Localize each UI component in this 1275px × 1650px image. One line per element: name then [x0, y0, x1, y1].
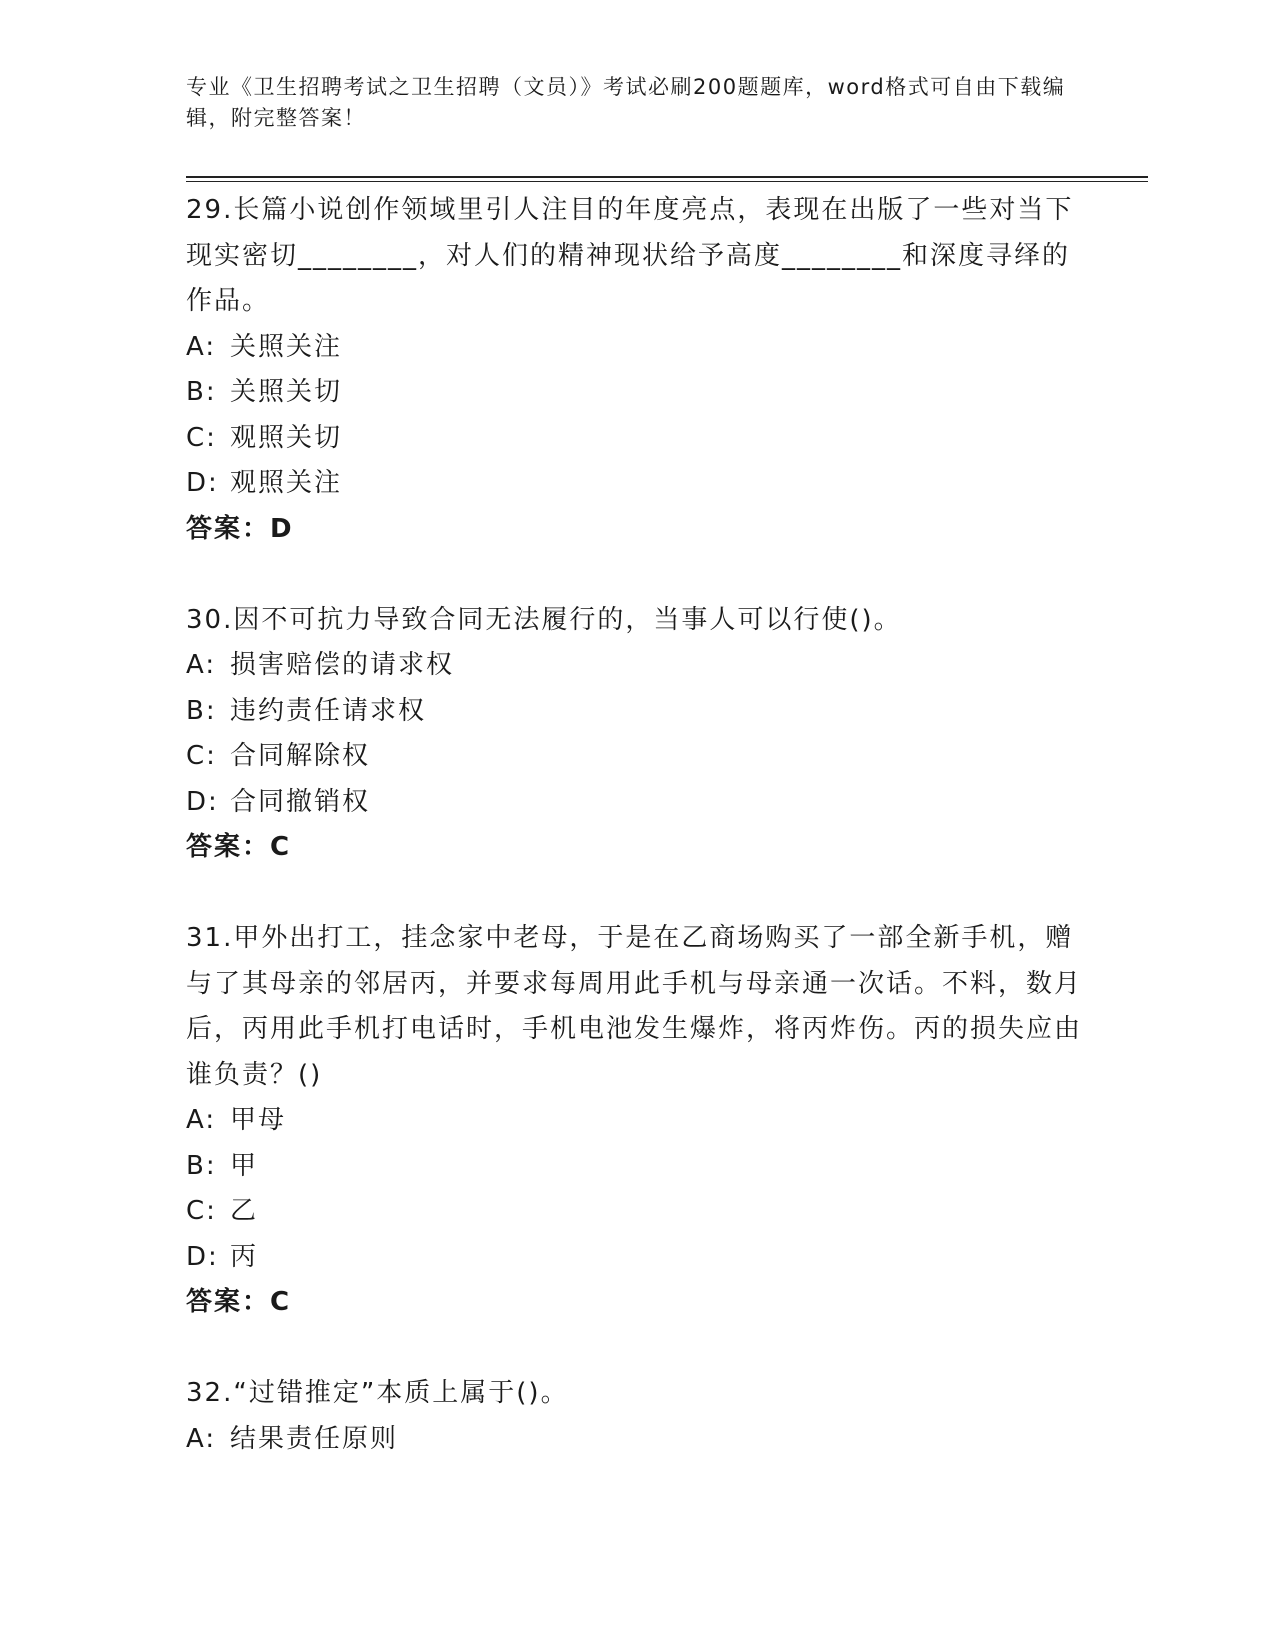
option-text: 关照关切	[230, 377, 343, 407]
answer-line: 答案：C	[186, 1287, 292, 1317]
question-32	[186, 1371, 1086, 1462]
document-intro: 专业《卫生招聘考试之卫生招聘（文员）》考试必刷200题题库，word格式可自由下载编辑，附完整答案！	[186, 75, 1066, 130]
option-text: 合同撤销权	[230, 786, 371, 817]
answer-line: 答案：C	[186, 832, 292, 862]
option-a	[186, 1417, 1086, 1463]
spacer	[186, 1326, 1086, 1372]
header-divider-thin	[186, 181, 1148, 182]
header-divider-thick	[186, 176, 1148, 178]
option-text: 关照关注	[230, 331, 343, 362]
option-letter: A:	[186, 1423, 217, 1454]
option-text: 观照关注	[230, 468, 343, 498]
option-a	[186, 643, 1086, 689]
option-letter: D:	[186, 1241, 219, 1272]
option-letter: D:	[186, 468, 219, 498]
option-text: 丙	[230, 1241, 259, 1272]
option-letter: A:	[186, 650, 217, 680]
option-d	[186, 1235, 1086, 1281]
question-list	[186, 188, 1086, 1462]
option-a	[186, 325, 1086, 371]
option-text: 损害赔偿的请求权	[230, 650, 455, 680]
option-b	[186, 1144, 1086, 1190]
option-c	[186, 734, 1086, 780]
option-letter: A:	[186, 1105, 217, 1135]
question-29	[186, 188, 1086, 552]
option-text: 乙	[230, 1196, 259, 1226]
answer-line: 答案：D	[186, 513, 294, 544]
option-letter: C:	[186, 1196, 217, 1226]
option-text: 甲	[230, 1150, 259, 1181]
option-b	[186, 370, 1086, 416]
question-30	[186, 598, 1086, 871]
option-letter: A:	[186, 331, 217, 362]
question-stem: 32.“过错推定”本质上属于()。	[186, 1378, 569, 1408]
question-stem: 31.甲外出打工，挂念家中老母，于是在乙商场购买了一部全新手机，赠与了其母亲的邻居丙，并要求每周用此手机与母亲通一次话。不料，数月后，丙用此手机打电话时，手机电池发生爆炸，将丙炸伤。丙的损失应由谁负责？()	[186, 923, 1083, 1090]
option-b	[186, 689, 1086, 735]
option-letter: C:	[186, 741, 217, 771]
option-text: 甲母	[230, 1105, 287, 1135]
question-31	[186, 916, 1086, 1326]
option-letter: B:	[186, 695, 217, 726]
option-letter: B:	[186, 377, 217, 407]
option-text: 观照关切	[230, 422, 343, 453]
option-d	[186, 461, 1086, 507]
option-c	[186, 1189, 1086, 1235]
option-text: 违约责任请求权	[230, 695, 427, 726]
option-a	[186, 1098, 1086, 1144]
option-d	[186, 780, 1086, 826]
question-stem: 29.长篇小说创作领域里引人注目的年度亮点，表现在出版了一些对当下现实密切________，对人们的精神现状给予高度________和深度寻绎的作品。	[186, 195, 1074, 316]
spacer	[186, 871, 1086, 917]
spacer	[186, 552, 1086, 598]
option-text: 合同解除权	[230, 741, 371, 771]
question-stem: 30.因不可抗力导致合同无法履行的，当事人可以行使()。	[186, 604, 902, 635]
option-c	[186, 416, 1086, 462]
option-text: 结果责任原则	[230, 1423, 399, 1454]
option-letter: D:	[186, 786, 219, 817]
option-letter: B:	[186, 1150, 217, 1181]
option-letter: C:	[186, 422, 217, 453]
